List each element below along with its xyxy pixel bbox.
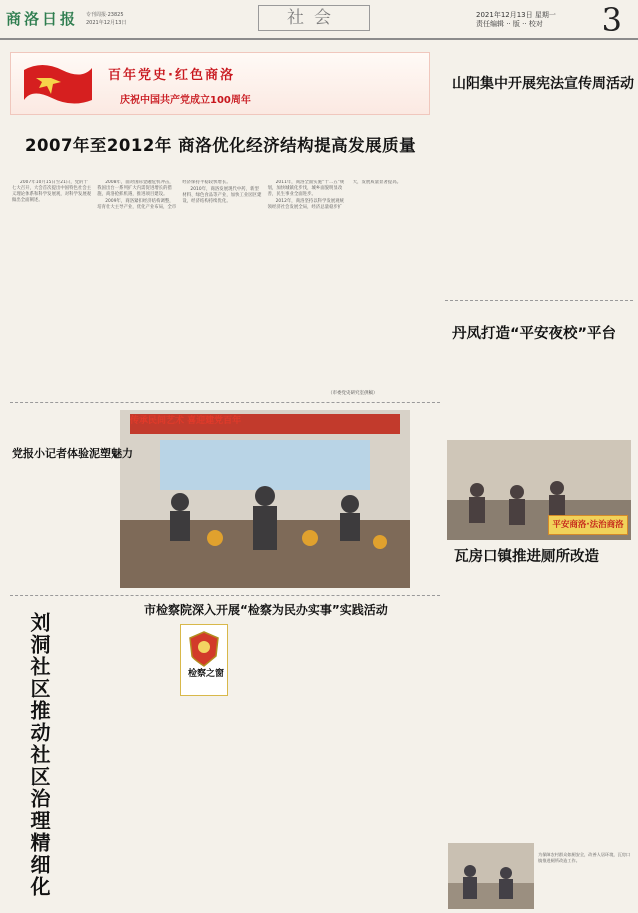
main-headline: 2007年至2012年 商洛优化经济结构提高发展质量 <box>25 136 417 155</box>
headline-liudong-community: 刘洞社区推动社区治理精细化 <box>27 612 51 898</box>
masthead <box>0 0 638 40</box>
procuratorate-logo-text: 检察之窗 <box>187 669 224 679</box>
headline-danfeng: 丹凤打造“平安夜校”平台 <box>452 326 617 342</box>
issue-date: 2021年12月13日 星期一 <box>476 11 556 19</box>
divider <box>445 300 633 301</box>
clay-sculpture-body <box>12 464 112 592</box>
headline-shanyang: 山阳集中开展宪法宣传周活动 <box>452 76 634 92</box>
main-article-body <box>12 180 432 385</box>
photo1-caption: 传承民间艺术 喜迎建党百年 <box>130 416 242 426</box>
headline-procuratorate: 市检察院深入开展“检察为民办实事”实践活动 <box>144 603 388 617</box>
paragraph: 2011年，商洛全面实施“十二五”规划，加快城镇化步伐，城乡面貌明显改善，民生事业全面进步。 <box>267 180 345 197</box>
event-photo-illustration <box>120 410 410 588</box>
newspaper-logo: 商洛日报 <box>6 10 79 28</box>
paragraph: 2012年，商洛坚持以科学发展观统领经济社会发展全局，经济总量稳步扩大，发展质量显著提高。 <box>267 180 402 210</box>
headline-wafangkou: 瓦房口镇推进厕所改造 <box>454 549 599 565</box>
banner-title: 百年党史·红色商洛 <box>108 68 235 83</box>
subline-1: 专刊周报·23825 <box>86 12 124 18</box>
paragraph: 2010年，商洛发展现代中药、新型材料、绿色食品等产业，加快工业园区建设，经济结构持续优化。 <box>182 187 262 204</box>
peace-sign: 平安商洛·法治商洛 <box>548 515 628 535</box>
photo-clay-sculpture-event <box>120 410 410 588</box>
page-number: 3 <box>601 1 622 39</box>
section-title: 社会 <box>258 5 370 31</box>
procuratorate-emblem-icon <box>187 630 221 668</box>
paragraph: 2009年，商洛紧扣经济结构调整，培育壮大主导产业，优化产业布局，全市经济保持平稳较快增长。 <box>97 180 231 210</box>
toilet-photo-illustration <box>448 843 534 909</box>
photo-toilet-renovation <box>448 843 534 909</box>
headline-clay-sculpture: 党报小记者体验泥塑魅力 <box>12 447 133 460</box>
masthead-sublines <box>86 11 126 27</box>
divider <box>10 595 440 596</box>
editors-line: 责任编辑 ·· 版 ·· 校对 <box>476 20 543 28</box>
article-credit: （市委党史研究室供稿） <box>328 391 378 396</box>
paragraph: 2007年10月15日至21日，党的十七大召开，大会首次提出中国特色社会主义理论体系和科学发展观，对科学发展观做出全面阐述。 <box>12 180 92 203</box>
divider <box>10 402 440 403</box>
dateline <box>476 11 556 29</box>
party-flag-icon <box>22 60 94 108</box>
subline-2: 2021年12月13日 <box>86 20 127 26</box>
banner-subtitle: 庆祝中国共产党成立100周年 <box>120 95 251 106</box>
photo3-caption: 为保障农村群众如厕安全，改善人居环境，瓦房口镇推进厕所改造工作。 <box>538 852 631 863</box>
paragraph: 2008年，面对国际金融危机冲击，我国出台一系列扩大内需促进增长的措施，商洛抢抓机遇，推进项目建设。 <box>97 180 174 197</box>
